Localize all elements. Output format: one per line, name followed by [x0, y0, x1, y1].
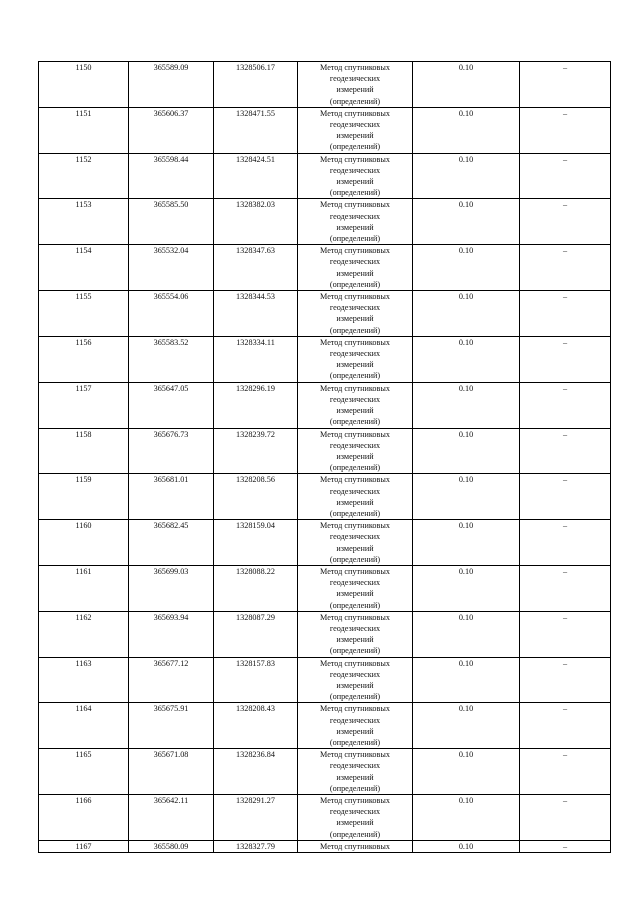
method-text-line: измерений [336, 177, 374, 187]
method-text-line: измерений [336, 406, 374, 416]
method-text-line: измерений [336, 360, 374, 370]
x-coordinate-cell: 365554.06 [129, 291, 214, 337]
precision-cell: 0.10 [413, 611, 520, 657]
note-cell: – [520, 840, 611, 852]
table-row [39, 428, 611, 474]
method-cell [298, 291, 413, 337]
x-coordinate-cell: 365532.04 [129, 245, 214, 291]
method-text-line: Метод спутниковых [320, 429, 390, 439]
method-text-line: геодезических [329, 165, 381, 175]
point-number-cell: 1152 [39, 153, 129, 199]
table-row [39, 382, 611, 428]
x-coordinate-cell: 365699.03 [129, 565, 214, 611]
note-cell: – [520, 520, 611, 566]
method-text-line: измерений [336, 451, 374, 461]
method-text-line: Метод спутниковых [320, 337, 390, 347]
method-text-line: измерений [336, 85, 374, 95]
method-text-line: (определений) [329, 554, 381, 564]
point-number-cell: 1163 [39, 657, 129, 703]
y-coordinate-cell: 1328296.19 [214, 382, 298, 428]
table-row [39, 336, 611, 382]
y-coordinate-cell: 1328471.55 [214, 107, 298, 153]
method-text-line: Метод спутниковых [320, 841, 390, 851]
method-text-line: Метод спутниковых [320, 521, 390, 531]
y-coordinate-cell: 1328344.53 [214, 291, 298, 337]
note-cell: – [520, 611, 611, 657]
note-cell: – [520, 657, 611, 703]
coordinates-table [38, 61, 611, 853]
method-text-line: геодезических [329, 349, 381, 359]
method-text-line: геодезических [329, 74, 381, 84]
point-number-cell: 1156 [39, 336, 129, 382]
table-row [39, 153, 611, 199]
precision-cell: 0.10 [413, 474, 520, 520]
point-number-cell: 1150 [39, 62, 129, 108]
point-number-cell: 1160 [39, 520, 129, 566]
precision-cell: 0.10 [413, 153, 520, 199]
point-number-cell: 1165 [39, 749, 129, 795]
y-coordinate-cell: 1328347.63 [214, 245, 298, 291]
precision-cell: 0.10 [413, 199, 520, 245]
method-text-line: измерений [336, 497, 374, 507]
method-text-line: Метод спутниковых [320, 246, 390, 256]
x-coordinate-cell: 365682.45 [129, 520, 214, 566]
precision-cell: 0.10 [413, 428, 520, 474]
precision-cell: 0.10 [413, 795, 520, 841]
y-coordinate-cell: 1328327.79 [214, 840, 298, 852]
method-cell [298, 795, 413, 841]
note-cell: – [520, 336, 611, 382]
method-text-line: (определений) [329, 279, 381, 289]
method-text-line: измерений [336, 818, 374, 828]
method-text-line: (определений) [329, 692, 381, 702]
method-cell [298, 62, 413, 108]
method-text-line: геодезических [329, 761, 381, 771]
y-coordinate-cell: 1328239.72 [214, 428, 298, 474]
note-cell: – [520, 703, 611, 749]
method-text-line: Метод спутниковых [320, 383, 390, 393]
method-text-line: измерений [336, 726, 374, 736]
method-cell [298, 565, 413, 611]
y-coordinate-cell: 1328157.83 [214, 657, 298, 703]
method-text-line: геодезических [329, 394, 381, 404]
point-number-cell: 1159 [39, 474, 129, 520]
method-text-line: измерений [336, 314, 374, 324]
table-row [39, 611, 611, 657]
note-cell: – [520, 199, 611, 245]
coordinates-table-body [39, 62, 611, 853]
note-cell: – [520, 245, 611, 291]
point-number-cell: 1167 [39, 840, 129, 852]
x-coordinate-cell: 365693.94 [129, 611, 214, 657]
precision-cell: 0.10 [413, 703, 520, 749]
point-number-cell: 1153 [39, 199, 129, 245]
x-coordinate-cell: 365606.37 [129, 107, 214, 153]
method-text-line: (определений) [329, 234, 381, 244]
x-coordinate-cell: 365642.11 [129, 795, 214, 841]
method-text-line: геодезических [329, 715, 381, 725]
method-cell [298, 382, 413, 428]
method-cell [298, 657, 413, 703]
note-cell: – [520, 795, 611, 841]
point-number-cell: 1151 [39, 107, 129, 153]
x-coordinate-cell: 365580.09 [129, 840, 214, 852]
table-row [39, 520, 611, 566]
x-coordinate-cell: 365677.12 [129, 657, 214, 703]
method-cell [298, 199, 413, 245]
method-text-line: измерений [336, 635, 374, 645]
table-row [39, 474, 611, 520]
table-row [39, 565, 611, 611]
method-text-line: (определений) [329, 737, 381, 747]
method-text-line: (определений) [329, 417, 381, 427]
method-text-line: Метод спутниковых [320, 658, 390, 668]
point-number-cell: 1158 [39, 428, 129, 474]
note-cell: – [520, 749, 611, 795]
method-text-line: (определений) [329, 829, 381, 839]
x-coordinate-cell: 365671.08 [129, 749, 214, 795]
method-cell [298, 840, 413, 852]
y-coordinate-cell: 1328424.51 [214, 153, 298, 199]
method-text-line: геодезических [329, 257, 381, 267]
method-cell [298, 703, 413, 749]
method-text-line: геодезических [329, 623, 381, 633]
method-text-line: геодезических [329, 440, 381, 450]
note-cell: – [520, 62, 611, 108]
note-cell: – [520, 291, 611, 337]
precision-cell: 0.10 [413, 336, 520, 382]
precision-cell: 0.10 [413, 749, 520, 795]
point-number-cell: 1157 [39, 382, 129, 428]
x-coordinate-cell: 365598.44 [129, 153, 214, 199]
note-cell: – [520, 565, 611, 611]
precision-cell: 0.10 [413, 382, 520, 428]
x-coordinate-cell: 365675.91 [129, 703, 214, 749]
method-text-line: (определений) [329, 600, 381, 610]
method-text-line: измерений [336, 680, 374, 690]
y-coordinate-cell: 1328382.03 [214, 199, 298, 245]
x-coordinate-cell: 365585.50 [129, 199, 214, 245]
x-coordinate-cell: 365589.09 [129, 62, 214, 108]
note-cell: – [520, 107, 611, 153]
precision-cell: 0.10 [413, 245, 520, 291]
method-cell [298, 245, 413, 291]
method-text-line: (определений) [329, 142, 381, 152]
method-text-line: измерений [336, 772, 374, 782]
table-row [39, 107, 611, 153]
table-row [39, 703, 611, 749]
y-coordinate-cell: 1328088.22 [214, 565, 298, 611]
y-coordinate-cell: 1328208.43 [214, 703, 298, 749]
method-text-line: измерений [336, 131, 374, 141]
method-text-line: измерений [336, 222, 374, 232]
method-cell [298, 153, 413, 199]
method-text-line: геодезических [329, 669, 381, 679]
precision-cell: 0.10 [413, 62, 520, 108]
method-text-line: Метод спутниковых [320, 154, 390, 164]
method-cell [298, 611, 413, 657]
method-text-line: Метод спутниковых [320, 566, 390, 576]
precision-cell: 0.10 [413, 520, 520, 566]
table-row [39, 245, 611, 291]
method-text-line: Метод спутниковых [320, 704, 390, 714]
method-text-line: геодезических [329, 578, 381, 588]
precision-cell: 0.10 [413, 840, 520, 852]
precision-cell: 0.10 [413, 291, 520, 337]
method-text-line: измерений [336, 589, 374, 599]
method-cell [298, 474, 413, 520]
method-text-line: (определений) [329, 783, 381, 793]
method-text-line: Метод спутниковых [320, 292, 390, 302]
table-row [39, 657, 611, 703]
y-coordinate-cell: 1328236.84 [214, 749, 298, 795]
table-row [39, 749, 611, 795]
method-text-line: Метод спутниковых [320, 750, 390, 760]
y-coordinate-cell: 1328291.27 [214, 795, 298, 841]
y-coordinate-cell: 1328334.11 [214, 336, 298, 382]
method-text-line: Метод спутниковых [320, 796, 390, 805]
point-number-cell: 1155 [39, 291, 129, 337]
method-text-line: (определений) [329, 508, 381, 518]
table-row [39, 840, 611, 852]
note-cell: – [520, 474, 611, 520]
note-cell: – [520, 382, 611, 428]
method-text-line: геодезических [329, 303, 381, 313]
table-row [39, 291, 611, 337]
precision-cell: 0.10 [413, 657, 520, 703]
point-number-cell: 1154 [39, 245, 129, 291]
point-number-cell: 1162 [39, 611, 129, 657]
method-text-line: (определений) [329, 646, 381, 656]
method-text-line: (определений) [329, 463, 381, 473]
y-coordinate-cell: 1328208.56 [214, 474, 298, 520]
method-text-line: Метод спутниковых [320, 200, 390, 210]
method-text-line: (определений) [329, 325, 381, 335]
table-row [39, 199, 611, 245]
point-number-cell: 1161 [39, 565, 129, 611]
point-number-cell: 1166 [39, 795, 129, 841]
method-text-line: геодезических [329, 211, 381, 221]
method-text-line: (определений) [329, 96, 381, 106]
x-coordinate-cell: 365681.01 [129, 474, 214, 520]
method-cell [298, 428, 413, 474]
x-coordinate-cell: 365676.73 [129, 428, 214, 474]
method-text-line: Метод спутниковых [320, 63, 390, 72]
table-row [39, 795, 611, 841]
x-coordinate-cell: 365647.05 [129, 382, 214, 428]
method-text-line: (определений) [329, 188, 381, 198]
point-number-cell: 1164 [39, 703, 129, 749]
method-cell [298, 749, 413, 795]
table-row [39, 62, 611, 108]
note-cell: – [520, 153, 611, 199]
y-coordinate-cell: 1328087.29 [214, 611, 298, 657]
method-text-line: геодезических [329, 120, 381, 130]
method-text-line: геодезических [329, 807, 381, 817]
precision-cell: 0.10 [413, 565, 520, 611]
method-text-line: геодезических [329, 486, 381, 496]
y-coordinate-cell: 1328506.17 [214, 62, 298, 108]
method-cell [298, 336, 413, 382]
note-cell: – [520, 428, 611, 474]
y-coordinate-cell: 1328159.04 [214, 520, 298, 566]
method-text-line: (определений) [329, 371, 381, 381]
method-text-line: Метод спутниковых [320, 108, 390, 118]
precision-cell: 0.10 [413, 107, 520, 153]
method-cell [298, 107, 413, 153]
x-coordinate-cell: 365583.52 [129, 336, 214, 382]
method-text-line: измерений [336, 543, 374, 553]
method-text-line: Метод спутниковых [320, 475, 390, 485]
method-text-line: измерений [336, 268, 374, 278]
method-cell [298, 520, 413, 566]
method-text-line: геодезических [329, 532, 381, 542]
method-text-line: Метод спутниковых [320, 612, 390, 622]
